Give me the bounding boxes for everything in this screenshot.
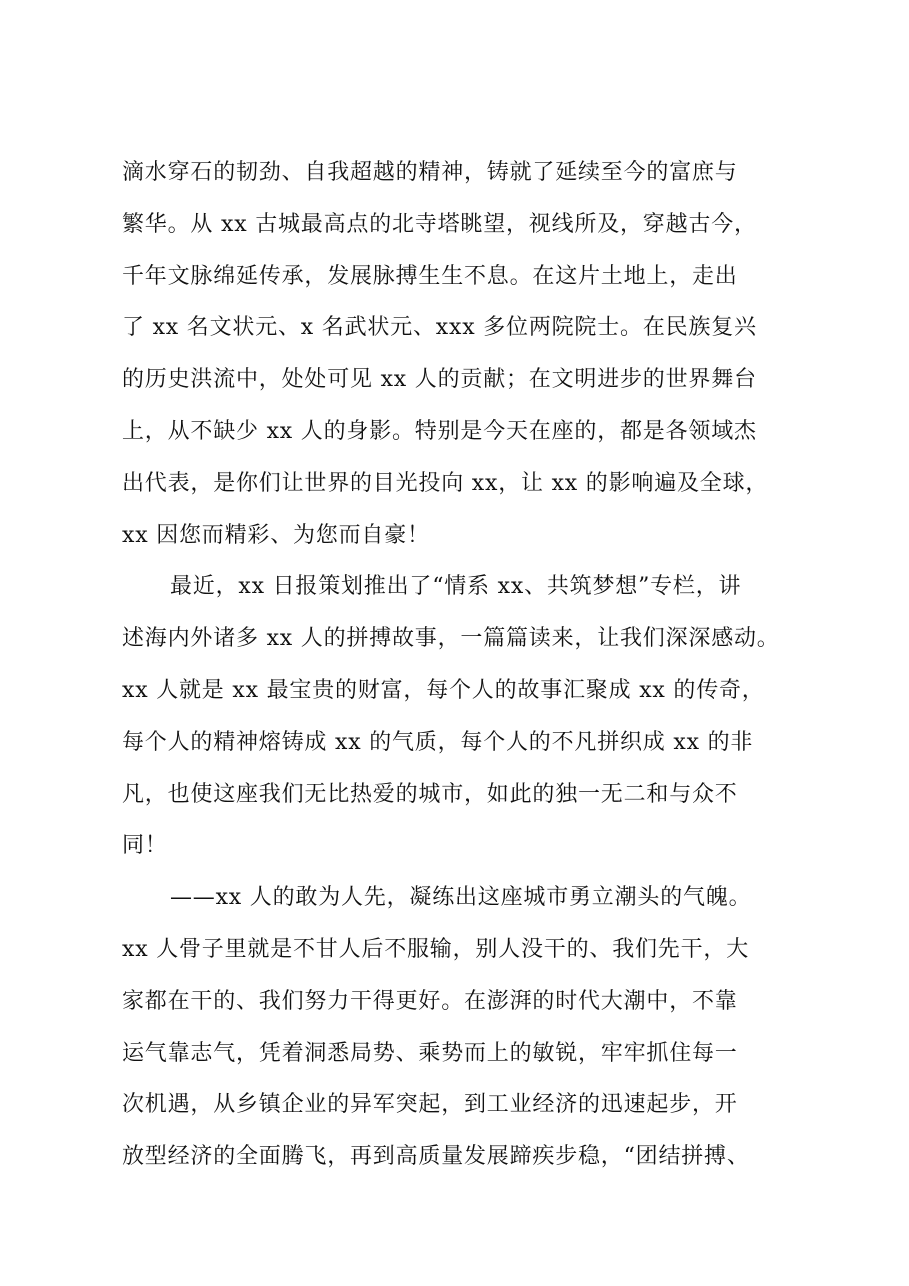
text-line: xx 人骨子里就是不甘人后不服输，别人没干的、我们先干，大 <box>122 936 750 962</box>
text-line: 了 xx 名文状元、x 名武状元、xxx 多位两院院士。在民族复兴 <box>122 315 757 341</box>
text-line: 上，从不缺少 xx 人的身影。特别是今天在座的，都是各领域杰 <box>122 418 757 444</box>
text-line: xx 人就是 xx 最宝贵的财富，每个人的故事汇聚成 xx 的传奇， <box>122 677 765 703</box>
text-line: 的历史洪流中，处处可见 xx 人的贡献；在文明进步的世界舞台 <box>122 367 757 393</box>
paragraph-first-line: 最近，xx 日报策划推出了“情系 xx、共筑梦想”专栏，讲 <box>170 574 742 600</box>
text-line: 千年文脉绵延传承，发展脉搏生生不息。在这片土地上，走出 <box>122 263 738 289</box>
text-line: 凡，也使这座我们无比热爱的城市，如此的独一无二和与众不 <box>122 781 738 807</box>
text-line: 繁华。从 xx 古城最高点的北寺塔眺望，视线所及，穿越古今， <box>122 211 757 237</box>
paragraph-first-line: ——xx 人的敢为人先，凝练出这座城市勇立潮头的气魄。 <box>170 885 752 911</box>
text-line: 运气靠志气，凭着洞悉局势、乘势而上的敏锐，牢牢抓住每一 <box>122 1040 738 1066</box>
text-line: 出代表，是你们让世界的目光投向 xx，让 xx 的影响遍及全球， <box>122 470 769 496</box>
text-line: 同！ <box>122 833 168 859</box>
text-line: xx 因您而精彩、为您而自豪！ <box>122 522 430 548</box>
text-line: 次机遇，从乡镇企业的异军突起，到工业经济的迅速起步，开 <box>122 1092 738 1118</box>
body-text <box>122 147 812 1183</box>
text-line: 放型经济的全面腾飞，再到高质量发展蹄疾步稳，“团结拼搏、 <box>122 1144 750 1170</box>
text-line: 家都在干的、我们努力干得更好。在澎湃的时代大潮中，不靠 <box>122 988 738 1014</box>
text-line: 滴水穿石的韧劲、自我超越的精神，铸就了延续至今的富庶与 <box>122 160 738 185</box>
text-line: 每个人的精神熔铸成 xx 的气质，每个人的不凡拼织成 xx 的非 <box>122 729 754 755</box>
text-line: 述海内外诸多 xx 人的拼搏故事，一篇篇读来，让我们深深感动。 <box>122 626 780 652</box>
